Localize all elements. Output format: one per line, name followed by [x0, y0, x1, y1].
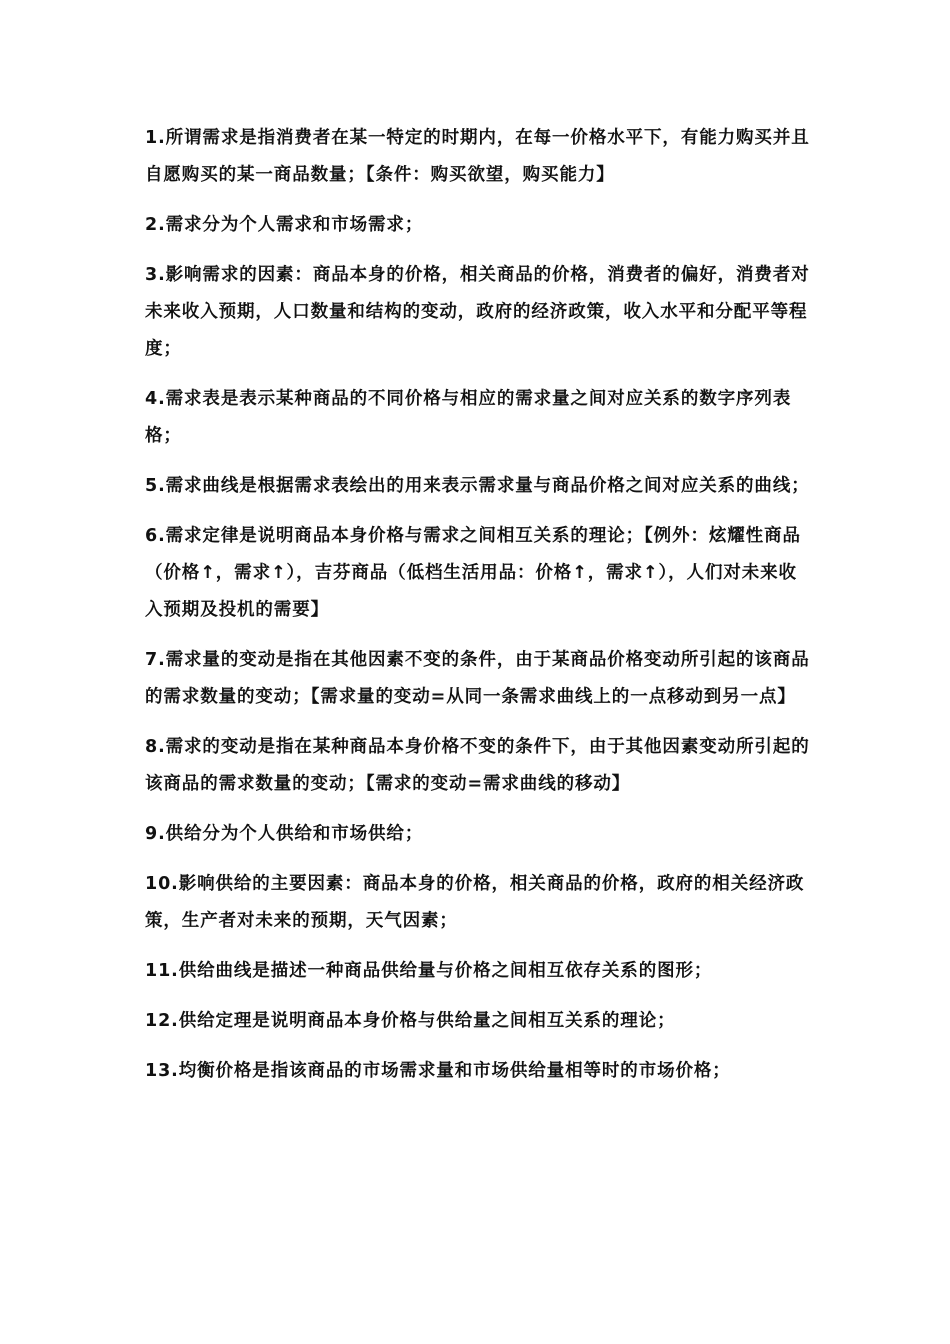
paragraph-5: 5.需求曲线是根据需求表绘出的用来表示需求量与商品价格之间对应关系的曲线； — [145, 476, 810, 496]
paragraph-4: 4.需求表是表示某种商品的不同价格与相应的需求量之间对应关系的数字序列表格； — [145, 389, 792, 446]
paragraph-13: 13.均衡价格是指该商品的市场需求量和市场供给量相等时的市场价格； — [145, 1061, 731, 1081]
paragraph-6: 6.需求定律是说明商品本身价格与需求之间相互关系的理论；【例外：炫耀性商品（价格↑，需求↑），吉芬商品（低档生活用品：价格↑，需求↑），人们对未来收入预期及投机的需要】 — [145, 526, 801, 620]
paragraph-12: 12.供给定理是说明商品本身价格与供给量之间相互关系的理论； — [145, 1011, 676, 1031]
paragraph-1: 1.所谓需求是指消费者在某一特定的时期内，在每一价格水平下，有能力购买并且自愿购买的某一商品数量；【条件：购买欲望，购买能力】 — [145, 128, 810, 185]
paragraph-8: 8.需求的变动是指在某种商品本身价格不变的条件下，由于其他因素变动所引起的该商品的需求数量的变动；【需求的变动=需求曲线的移动】 — [145, 737, 810, 794]
paragraph-9: 9.供给分为个人供给和市场供给； — [145, 824, 424, 844]
paragraph-7: 7.需求量的变动是指在其他因素不变的条件，由于某商品价格变动所引起的该商品的需求数量的变动；【需求量的变动=从同一条需求曲线上的一点移动到另一点】 — [145, 650, 810, 707]
paragraph-3: 3.影响需求的因素：商品本身的价格，相关商品的价格，消费者的偏好，消费者对未来收入预期，人口数量和结构的变动，政府的经济政策，收入水平和分配平等程度； — [145, 265, 810, 359]
paragraph-11: 11.供给曲线是描述一种商品供给量与价格之间相互依存关系的图形； — [145, 961, 713, 981]
paragraph-2: 2.需求分为个人需求和市场需求； — [145, 215, 424, 235]
paragraph-10: 10.影响供给的主要因素：商品本身的价格，相关商品的价格，政府的相关经济政策，生产者对未来的预期，天气因素； — [145, 874, 805, 931]
document-body — [145, 120, 810, 1103]
